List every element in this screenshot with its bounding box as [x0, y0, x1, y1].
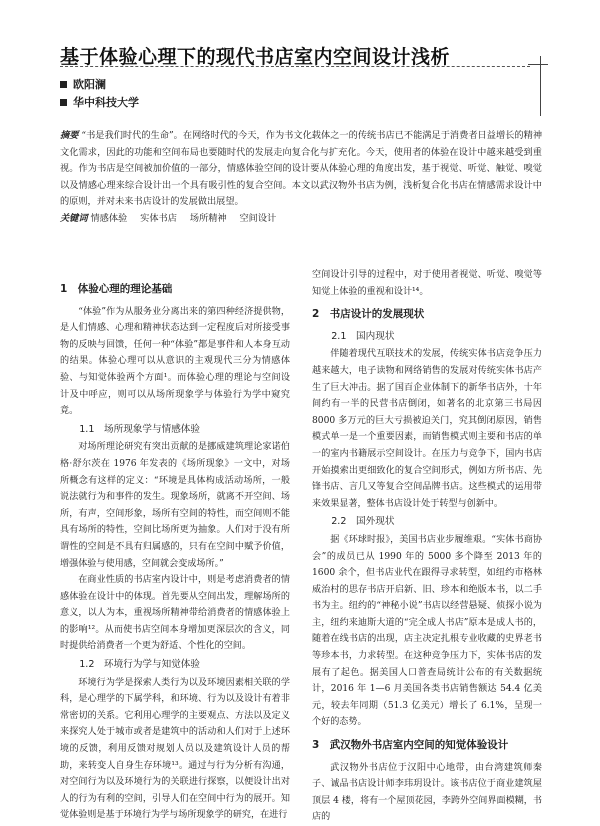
body-paragraph-continued: 空间设计引导的过程中，对于使用者视觉、听觉、嗅觉等知觉上体验的重视和设计¹⁴。 — [312, 270, 542, 297]
body-paragraph: 对场所理论研究有突出贡献的是挪威建筑理论家诺伯格·舒尔茨在 1976 年发表的《场所现象》一文中，对场所概念有这样的定义：“环境是具体构成活动场所，一般说法就行为和事件的发生。现象场所，就离不开空间、场所，有声，空间形象，场所有空间的特性，而空间则不能具有场所的特性，空间比场所更为抽象。人们对于没有所谓性的空间是不具有归属感的，只有在空间中赋予价值，增强体验与使用感，空间就会变成场所。” — [60, 442, 290, 569]
keyword: 场所精神 — [189, 213, 227, 224]
body-paragraph: “体验”作为从服务业分离出来的第四种经济提供物，是人们情感、心理和精神状态达到一定程度后对所接受事物的反映与回馈，任何一种“体验”都是事件和人本身互动的结果。体验心理可以从意识的主观现代三分为情感体验、与知觉体验两个方面¹。而体验心理的理论与空间设计及中呼应，则可以从场所现象学与体验行为学中窥究竟。 — [60, 306, 290, 417]
bullet-square-icon — [60, 99, 67, 106]
author-name: 欧阳澜 — [73, 78, 106, 91]
subsection-heading: 1.1 场所现象学与情感体验 — [79, 423, 200, 435]
corner-registration-mark-vertical — [540, 56, 541, 116]
section-heading: 2 书店设计的发展现状 — [312, 308, 425, 321]
left-column — [60, 275, 290, 824]
keyword: 实体书店 — [140, 213, 177, 224]
keywords — [60, 210, 542, 224]
body-paragraph: 在商业性质的书店室内设计中，则是考虑消费者的情感体验在设计中的体现。首先要从空间出发，理解场所的意义，以人为本，重视场所精神带给消费者的情感体验上的影响¹²。从而使书店空间本身增加更深层次的含义，同时提供给消费者一个更为舒适、个性化的空间。 — [60, 575, 290, 652]
keywords-label: 关键词 — [60, 213, 88, 224]
subsection-heading: 2.2 国外现状 — [331, 516, 395, 528]
body-paragraph: 据《环球时报》，美国书店业步履维艰。“实体书商协会”的成员已从 1990 年的 5000 多个降至 2013 年的 1600 余个，但书店业代在跟得寻求转型，如纽约市格林威治村的思存书店开启新、旧、珍本和绝版本书，以二手书为主。纽约的“神秘小说”书店以经营悬疑、侦探小说为主，纽约来迪斯大道的“完全成人书店”原本是成人书的，随着在线书店的出现，店主决定扎根专业收藏的史界老书等珍本书，力求转型。在这种竞争压力下，实体书店的发展有了起色。据美国人口普查局统计公布的有关数据统计，2016 年 1—6 月美国各类书店销售额达 54.4 亿美元，较去年同期（51.3 亿美元）增长了 6.1%，呈现一个好的态势。 — [312, 534, 542, 728]
corner-registration-mark — [528, 64, 548, 65]
section-heading: 3 武汉物外书店室内空间的知觉体验设计 — [312, 739, 509, 752]
keyword: 空间设计 — [239, 213, 277, 224]
abstract-label: 摘要 — [60, 130, 79, 141]
bullet-square-icon — [60, 81, 67, 88]
right-column — [312, 267, 542, 826]
subsection-heading: 2.1 国内现状 — [331, 330, 395, 342]
affiliation-line — [60, 94, 139, 110]
article-title: 基于体验心理下的现代书店室内空间设计浅析 — [60, 46, 451, 68]
author-affiliation: 华中科技大学 — [73, 96, 139, 109]
section-heading: 1 体验心理的理论基础 — [60, 283, 173, 295]
subsection-heading: 1.2 环境行为学与知觉体验 — [79, 659, 200, 671]
author-line — [60, 76, 106, 92]
body-paragraph: 武汉物外书店位于汉阳中心地带，由台湾建筑师秦子、诚品书店设计师李玮玥设计。该书店位于商业建筑屋顶层 4 楼，将有一个屋顶花园，李跨外空间界面模糊，书店的 — [312, 762, 542, 823]
abstract-text: “书是我们时代的生命”。在网络时代的今天，作为书文化载体之一的传统书店已不能满足于消费者日益增长的精神文化需求，因此的功能和空间布局也要随时代的发展走向复合化与扩充化。今天，使用者的体验在设计中越来越受到重视。作为书店是空间被加价值的一部分，情感体验空间的设计要从体验心理的角度出发，基于视觉、听觉、触觉、嗅觉以及情感心理来综合设计出一个具有吸引性的复合空间。本文以武汉物外书店为例，浅析复合化书店在情感需求设计中的原则，并对未来书店设计的发展做出展望。 — [60, 130, 543, 207]
title-divider — [60, 66, 530, 67]
body-paragraph: 伴随着现代互联技术的发展，传统实体书店竞争压力越来越大，电子读物和网络销售的发展对传统实体书店产生了巨大冲击。据了国百企业体制下的新华书店外，十年间约有一半的民营书店倒闭，如著名的北京第三书局因 8000 多万元的巨大亏损被迫关门，究其倒闭原因，销售模式单一是一个重要因素，而销售模式则主要和书店的单一的室内书籍展示空间设计。在压力与竞争下，国内书店开始摸索出更细致化的复合空间形式，例如方所书店、先锋书店、言几又等复合空间品牌书店。这些模式的运用带来效果显著，整体书店设计处于转型与创新中。 — [312, 349, 542, 509]
body-paragraph: 环境行为学是探索人类行为以及环境因素相关联的学科，是心理学的下属学科，和环境、行为以及设计有着非常密切的关系。它利用心理学的主要观点、方法以及定义来探究人处于城市或者是建筑中的活动和人们对于上述环境的反馈，利用反馈对规划人员以及建筑设计人员的帮助，来转变人自身生存环境¹³。通过与行为分析有沟通，对空间行为以及环境行为的关联进行探察，以便设计出对人的行为有利的空间，引导人们在空间中行为的展开。知觉体验则是基于环境行为学与场所现象学的研究，在进行 — [60, 677, 290, 821]
keyword: 情感体验 — [90, 213, 128, 224]
abstract — [60, 128, 542, 211]
